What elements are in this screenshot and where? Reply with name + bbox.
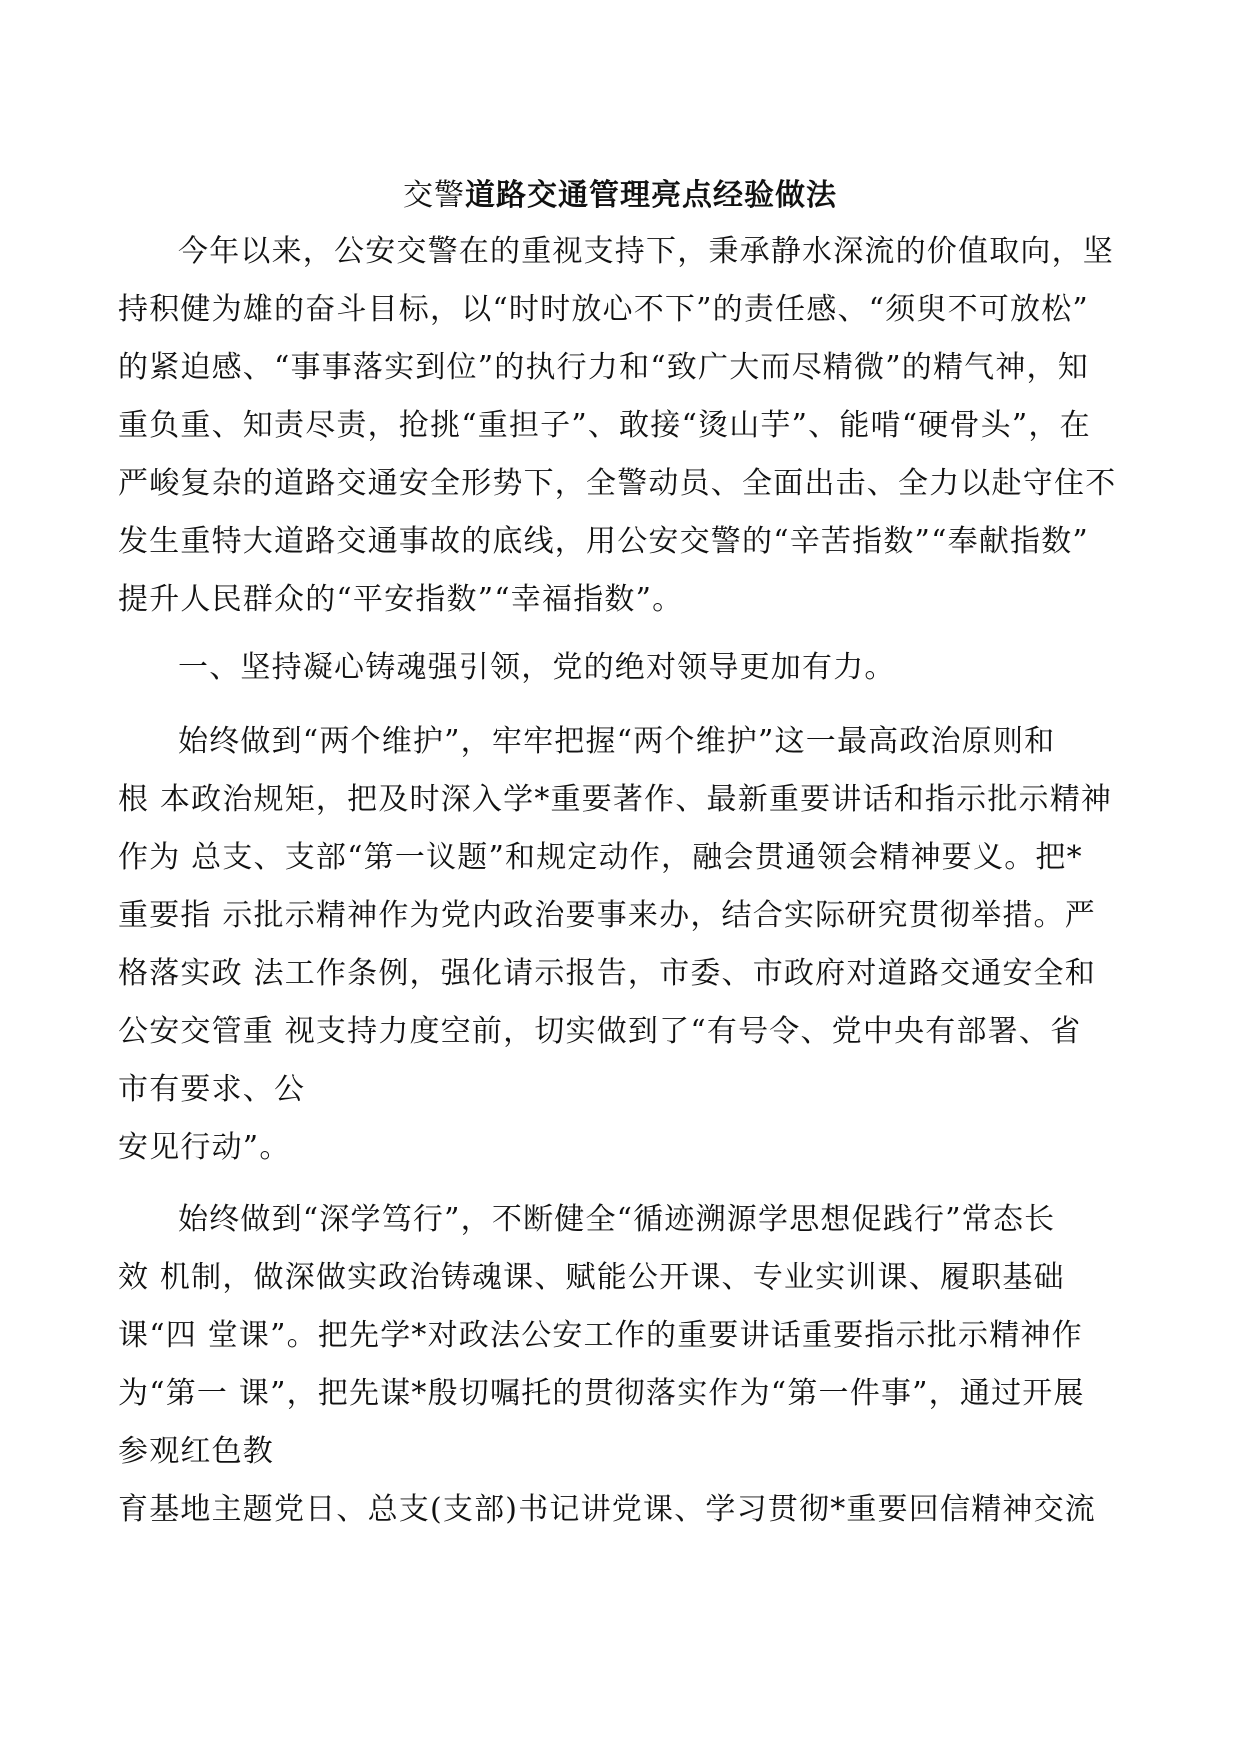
paragraph-line: 格落实政 法工作条例，强化请示报告，市委、市政府对道路交通安全和: [118, 956, 1096, 991]
title-prefix: 交警: [403, 178, 465, 213]
paragraph-line: 课“四 堂课”。把先学*对政法公安工作的重要讲话重要指示批示精神作: [118, 1318, 1083, 1353]
paragraph-line: 育基地主题党日、总支(支部)书记讲党课、学习贯彻*重要回信精神交流: [118, 1492, 1097, 1527]
title-main: 道路交通管理亮点经验做法: [465, 178, 837, 213]
paragraph-line: 重要指 示批示精神作为党内政治要事来办，结合实际研究贯彻举措。严: [118, 898, 1096, 933]
paragraph-line: 参观红色教: [118, 1434, 274, 1469]
paragraph-line: 市有要求、公: [118, 1072, 306, 1107]
paragraph-line: 的紧迫感、“事事落实到位”的执行力和“致广大而尽精微”的精气神，知: [118, 350, 1089, 385]
paragraph-line: 今年以来，公安交警在的重视支持下，秉承静水深流的价值取向，坚: [178, 234, 1114, 269]
section-heading: 一、坚持凝心铸魂强引领，党的绝对领导更加有力。: [178, 650, 896, 685]
paragraph-line: 安见行动”。: [118, 1130, 291, 1165]
paragraph-line: 始终做到“深学笃行”，不断健全“循迹溯源学思想促践行”常态长: [178, 1202, 1056, 1237]
paragraph-line: 效 机制，做深做实政治铸魂课、赋能公开课、专业实训课、履职基础: [118, 1260, 1065, 1295]
paragraph-line: 重负重、知责尽责，抢挑“重担子”、敢接“烫山芋”、能啃“硬骨头”，在: [118, 408, 1091, 443]
paragraph-line: 作为 总支、支部“第一议题”和规定动作，融会贯通领会精神要义。把*: [118, 840, 1083, 875]
paragraph-line: 严峻复杂的道路交通安全形势下，全警动员、全面出击、全力以赴守住不: [118, 466, 1117, 501]
document-title: [0, 176, 1240, 216]
paragraph-line: 发生重特大道路交通事故的底线，用公安交警的“辛苦指数”“奉献指数”: [118, 524, 1089, 559]
paragraph-line: 公安交管重 视支持力度空前，切实做到了“有号令、党中央有部署、省: [118, 1014, 1082, 1049]
paragraph-line: 提升人民群众的“平安指数”“幸福指数”。: [118, 582, 684, 617]
paragraph-line: 始终做到“两个维护”，牢牢把握“两个维护”这一最高政治原则和: [178, 724, 1056, 759]
paragraph-line: 根 本政治规矩，把及时深入学*重要著作、最新重要讲话和指示批示精神: [118, 782, 1113, 817]
paragraph-line: 持积健为雄的奋斗目标，以“时时放心不下”的责任感、“须臾不可放松”: [118, 292, 1089, 327]
paragraph-line: 为“第一 课”，把先谋*殷切嘱托的贯彻落实作为“第一件事”，通过开展: [118, 1376, 1085, 1411]
